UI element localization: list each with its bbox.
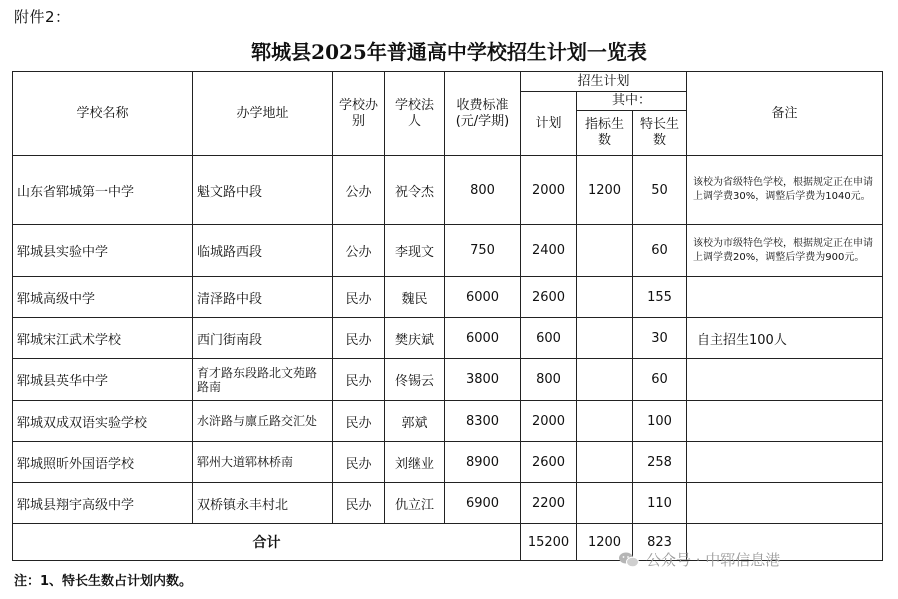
remark — [687, 442, 883, 483]
header-plan: 计划 — [521, 92, 577, 156]
table-row — [13, 225, 883, 277]
footnote: 注：1、特长生数占计划内数。 — [14, 574, 193, 589]
specialty: 258 — [633, 442, 687, 483]
watermark-text: 公众号 · 中郓信息港 — [646, 551, 781, 569]
total-label: 合计 — [13, 524, 521, 561]
fee: 3800 — [445, 359, 521, 401]
header-school-name: 学校名称 — [13, 72, 193, 156]
school-address: 清泽路中段 — [193, 277, 333, 318]
school-type: 民办 — [333, 442, 385, 483]
school-name: 郓城宋江武术学校 — [13, 318, 193, 359]
school-type: 公办 — [333, 156, 385, 225]
legal-person: 刘继业 — [385, 442, 445, 483]
plan: 2600 — [521, 442, 577, 483]
header-remarks: 备注 — [687, 72, 883, 156]
remark: 该校为市级特色学校，根据规定正在申请上调学费20%，调整后学费为900元。 — [687, 225, 883, 277]
school-type: 民办 — [333, 483, 385, 524]
plan: 2600 — [521, 277, 577, 318]
quota: 1200 — [577, 156, 633, 225]
table-row — [13, 401, 883, 442]
attachment-label: 附件2： — [14, 8, 71, 26]
quota — [577, 442, 633, 483]
quota — [577, 277, 633, 318]
school-name: 郓城县英华中学 — [13, 359, 193, 401]
legal-person: 魏民 — [385, 277, 445, 318]
fee: 6000 — [445, 277, 521, 318]
school-address: 育才路东段路北文苑路路南 — [193, 359, 333, 401]
school-address: 魁文路中段 — [193, 156, 333, 225]
legal-person: 祝令杰 — [385, 156, 445, 225]
specialty: 60 — [633, 225, 687, 277]
specialty: 60 — [633, 359, 687, 401]
plan: 2200 — [521, 483, 577, 524]
specialty: 100 — [633, 401, 687, 442]
school-name: 郓城高级中学 — [13, 277, 193, 318]
fee: 6000 — [445, 318, 521, 359]
table-row — [13, 442, 883, 483]
table-body — [13, 156, 883, 561]
table-row — [13, 483, 883, 524]
school-name: 郓城照昕外国语学校 — [13, 442, 193, 483]
quota — [577, 225, 633, 277]
school-address: 西门街南段 — [193, 318, 333, 359]
fee: 6900 — [445, 483, 521, 524]
legal-person: 李现文 — [385, 225, 445, 277]
remark — [687, 277, 883, 318]
header-quota: 指标生数 — [577, 111, 633, 156]
page-title: 郓城县2025年普通高中学校招生计划一览表 — [251, 40, 647, 64]
table-row — [13, 156, 883, 225]
school-name: 山东省郓城第一中学 — [13, 156, 193, 225]
header-fee: 收费标准(元/学期) — [445, 72, 521, 156]
specialty: 110 — [633, 483, 687, 524]
school-name: 郓城县翔宇高级中学 — [13, 483, 193, 524]
school-address: 水浒路与廪丘路交汇处 — [193, 401, 333, 442]
remark: 自主招生100人 — [687, 318, 883, 359]
fee: 750 — [445, 225, 521, 277]
quota — [577, 318, 633, 359]
school-type: 公办 — [333, 225, 385, 277]
school-address: 双桥镇永丰村北 — [193, 483, 333, 524]
school-name: 郓城县实验中学 — [13, 225, 193, 277]
header-legal-person: 学校法人 — [385, 72, 445, 156]
specialty: 155 — [633, 277, 687, 318]
header-address: 办学地址 — [193, 72, 333, 156]
plan: 600 — [521, 318, 577, 359]
school-type: 民办 — [333, 401, 385, 442]
remark — [687, 483, 883, 524]
fee: 800 — [445, 156, 521, 225]
school-type: 民办 — [333, 277, 385, 318]
fee: 8300 — [445, 401, 521, 442]
total-specialty: 823 — [633, 524, 687, 561]
wechat-icon — [618, 551, 640, 569]
watermark — [618, 549, 780, 570]
remark: 该校为省级特色学校，根据规定正在申请上调学费30%，调整后学费为1040元。 — [687, 156, 883, 225]
enrollment-table — [12, 71, 883, 561]
header-school-type: 学校办别 — [333, 72, 385, 156]
header-specialty: 特长生数 — [633, 111, 687, 156]
school-address: 郓州大道郓林桥南 — [193, 442, 333, 483]
legal-person: 仇立江 — [385, 483, 445, 524]
school-name: 郓城双成双语实验学校 — [13, 401, 193, 442]
quota — [577, 359, 633, 401]
school-type: 民办 — [333, 359, 385, 401]
plan: 2000 — [521, 401, 577, 442]
legal-person: 佟锡云 — [385, 359, 445, 401]
table-row — [13, 359, 883, 401]
school-type: 民办 — [333, 318, 385, 359]
fee: 8900 — [445, 442, 521, 483]
total-quota: 1200 — [577, 524, 633, 561]
plan: 2400 — [521, 225, 577, 277]
table-row — [13, 318, 883, 359]
total-plan: 15200 — [521, 524, 577, 561]
specialty: 30 — [633, 318, 687, 359]
plan: 2000 — [521, 156, 577, 225]
specialty: 50 — [633, 156, 687, 225]
school-address: 临城路西段 — [193, 225, 333, 277]
table-row — [13, 277, 883, 318]
header-enrollment-plan: 招生计划 — [521, 72, 687, 92]
remark — [687, 359, 883, 401]
quota — [577, 401, 633, 442]
quota — [577, 483, 633, 524]
legal-person: 郭斌 — [385, 401, 445, 442]
legal-person: 樊庆斌 — [385, 318, 445, 359]
remark — [687, 401, 883, 442]
header-of-which: 其中： — [577, 92, 687, 111]
plan: 800 — [521, 359, 577, 401]
